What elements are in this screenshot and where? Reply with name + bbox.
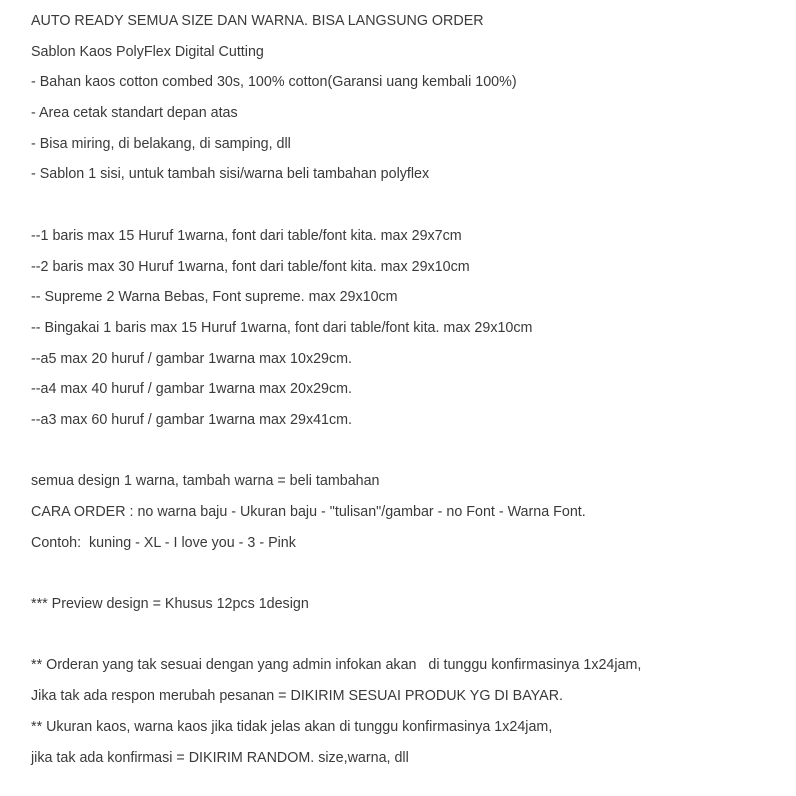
- blank-line: [31, 624, 771, 655]
- notice-size-color: ** Ukuran kaos, warna kaos jika tidak jelas akan di tunggu konfirmasinya 1x24jam,: [31, 718, 553, 735]
- detail-placement: - Bisa miring, di belakang, di samping, dll: [31, 135, 291, 152]
- blank-line: [31, 194, 771, 225]
- order-format: CARA ORDER : no warna baju - Ukuran baju - "tulisan"/gambar - no Font - Warna Font.: [31, 504, 586, 520]
- product-description: [31, 10, 771, 777]
- notice-random: jika tak ada konfirmasi = DIKIRIM RANDOM. size,warna, dll: [31, 749, 409, 766]
- order-example: Contoh: kuning - XL - I love you - 3 - Pink: [31, 534, 296, 551]
- preview-note: *** Preview design = Khusus 12pcs 1design: [31, 596, 309, 613]
- option-a4: --a4 max 40 huruf / gambar 1warna max 20x29cm.: [31, 381, 353, 398]
- blank-line: [31, 440, 771, 471]
- option-a3: --a3 max 60 huruf / gambar 1warna max 29x41cm.: [31, 411, 353, 428]
- notice-order-mismatch: ** Orderan yang tak sesuai dengan yang admin infokan akan di tunggu konfirmasinya 1x24jam,: [31, 657, 642, 674]
- option-frame: -- Bingakai 1 baris max 15 Huruf 1warna, font dari table/font kita. max 29x10cm: [31, 319, 533, 336]
- detail-material: - Bahan kaos cotton combed 30s, 100% cotton(Garansi uang kembali 100%): [31, 74, 517, 91]
- option-supreme: -- Supreme 2 Warna Bebas, Font supreme. max 29x10cm: [31, 289, 398, 306]
- headline: AUTO READY SEMUA SIZE DAN WARNA. BISA LANGSUNG ORDER: [31, 13, 484, 29]
- color-note: semua design 1 warna, tambah warna = beli tambahan: [31, 473, 380, 490]
- detail-sides: - Sablon 1 sisi, untuk tambah sisi/warna beli tambahan polyflex: [31, 166, 430, 183]
- blank-line: [31, 562, 771, 593]
- product-title: Sablon Kaos PolyFlex Digital Cutting: [31, 43, 264, 60]
- detail-print-area: - Area cetak standart depan atas: [31, 105, 238, 122]
- option-a5: --a5 max 20 huruf / gambar 1warna max 10x29cm.: [31, 350, 353, 367]
- option-2-row: --2 baris max 30 Huruf 1warna, font dari table/font kita. max 29x10cm: [31, 258, 470, 275]
- option-1-row: --1 baris max 15 Huruf 1warna, font dari table/font kita. max 29x7cm: [31, 227, 462, 244]
- notice-no-response: Jika tak ada respon merubah pesanan = DIKIRIM SESUAI PRODUK YG DI BAYAR.: [31, 688, 563, 705]
